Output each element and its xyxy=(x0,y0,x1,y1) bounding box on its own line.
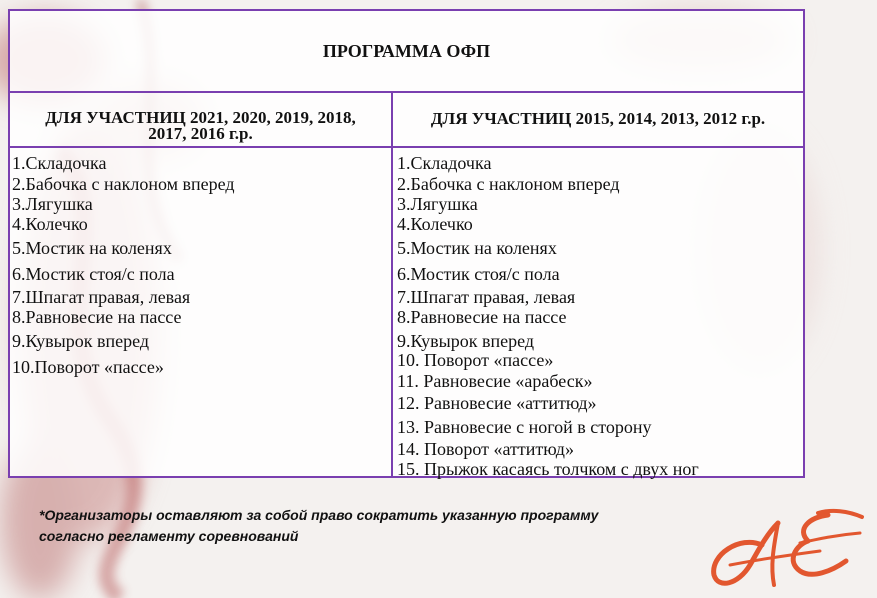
list-item: 7.Шпагат правая, левая xyxy=(397,287,576,307)
list-item: 12. Равновесие «аттитюд» xyxy=(397,393,597,413)
organizers-note xyxy=(39,505,598,547)
list-item: 2.Бабочка с наклоном вперед xyxy=(12,174,235,194)
table-title: ПРОГРАММА ОФП xyxy=(10,11,803,93)
left-header-line-1: ДЛЯ УЧАСТНИЦ 2021, 2020, 2019, 2018, xyxy=(45,107,356,127)
list-item: 5.Мостик на коленях xyxy=(12,238,172,258)
list-item: 14. Поворот «аттитюд» xyxy=(397,439,574,459)
list-item: 4.Колечко xyxy=(12,214,88,234)
note-line-1: *Организаторы оставляют за собой право сократить указанную программу xyxy=(39,507,599,523)
list-item: 2.Бабочка с наклоном вперед xyxy=(397,174,620,194)
list-item: 13. Равновесие с ногой в сторону xyxy=(397,417,652,437)
column-divider xyxy=(391,91,393,476)
list-item: 6.Мостик стоя/с пола xyxy=(397,264,560,284)
list-item: 9.Кувырок вперед xyxy=(397,331,535,351)
left-column-header xyxy=(10,91,391,148)
list-item: 7.Шпагат правая, левая xyxy=(12,287,191,307)
list-item: 11. Равновесие «арабеск» xyxy=(397,371,593,391)
ofp-program-table xyxy=(8,9,805,478)
list-item: 9.Кувырок вперед xyxy=(12,331,150,351)
list-item: 8.Равновесие на пассе xyxy=(397,307,567,327)
note-line-2: согласно регламенту соревнований xyxy=(39,528,299,544)
list-item: 3.Лягушка xyxy=(12,194,93,214)
list-item: 15. Прыжок касаясь толчком с двух ног xyxy=(397,459,699,479)
right-column-header: ДЛЯ УЧАСТНИЦ 2015, 2014, 2013, 2012 г.р. xyxy=(393,91,803,148)
left-header-line-2: 2017, 2016 г.р. xyxy=(148,123,253,143)
list-item: 1.Складочка xyxy=(397,153,492,173)
list-item: 8.Равновесие на пассе xyxy=(12,307,182,327)
list-item: 10.Поворот «пассе» xyxy=(12,357,164,377)
list-item: 1.Складочка xyxy=(12,153,107,173)
ae-monogram-icon xyxy=(700,505,870,595)
list-item: 10. Поворот «пассе» xyxy=(397,350,554,370)
list-item: 3.Лягушка xyxy=(397,194,478,214)
list-item: 4.Колечко xyxy=(397,214,473,234)
list-item: 6.Мостик стоя/с пола xyxy=(12,264,175,284)
list-item: 5.Мостик на коленях xyxy=(397,238,557,258)
